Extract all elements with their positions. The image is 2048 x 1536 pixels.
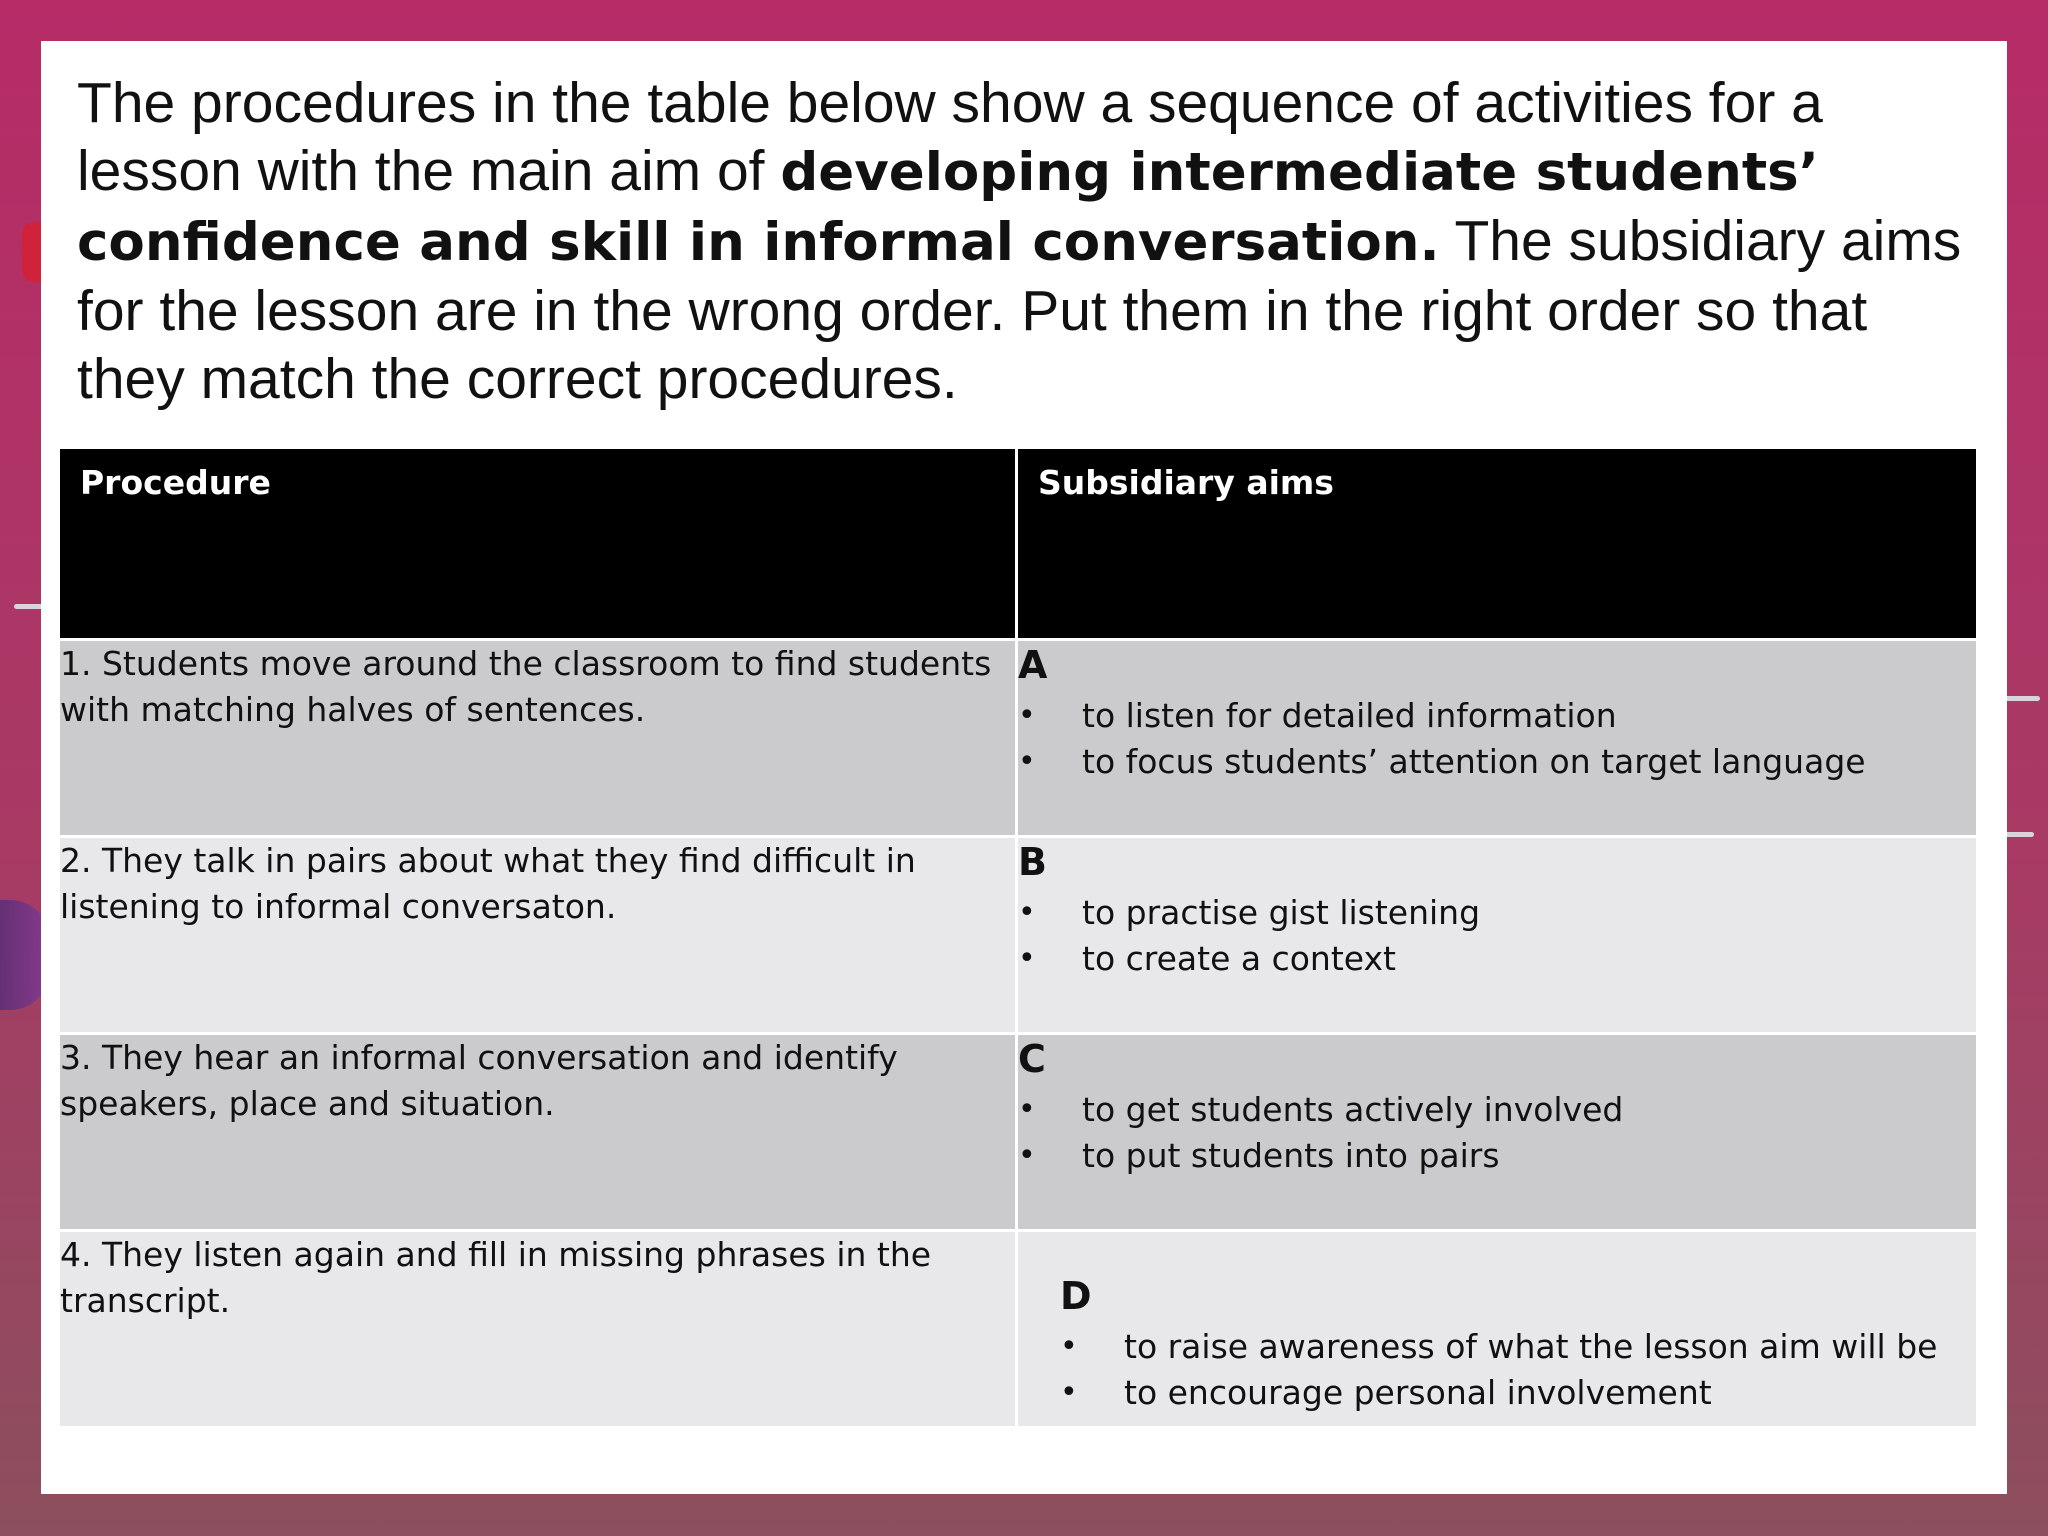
aim-item: • to raise awareness of what the lesson aim will be [1060, 1324, 1976, 1370]
procedure-cell: 2. They talk in pairs about what they find difficult in listening to informal conversaton. [59, 837, 1017, 1034]
aim-letter: B [1018, 840, 1047, 884]
aim-item: • to create a context [1018, 936, 1976, 982]
aim-item: • to encourage personal involvement [1060, 1370, 1976, 1416]
aim-list [1018, 693, 1976, 785]
aims-cell [1017, 1231, 1978, 1428]
aim-list [1018, 1087, 1976, 1179]
main-aim-text: developing intermediate students’ confidence and skill in informal conversation. [77, 142, 1819, 273]
aim-letter: D [1060, 1274, 1092, 1318]
aim-list [1018, 890, 1976, 982]
table-row [59, 1231, 1978, 1428]
procedure-cell: 3. They hear an informal conversation and identify speakers, place and situation. [59, 1034, 1017, 1231]
background-streak [14, 604, 44, 609]
aim-letter: C [1018, 1037, 1046, 1081]
aims-column-header: Subsidiary aims [1017, 448, 1978, 640]
procedures-table [57, 446, 1979, 1429]
procedure-column-header: Procedure [59, 448, 1017, 640]
aim-item: • to focus students’ attention on target language [1018, 739, 1976, 785]
table-header-row [59, 448, 1978, 640]
instructions-text: The procedures in the table below show a sequence of activities for a lesson with the main aim of [77, 71, 1823, 203]
aims-cell [1017, 1034, 1978, 1231]
aims-cell [1017, 640, 1978, 837]
table-row [59, 837, 1978, 1034]
procedure-cell: 4. They listen again and fill in missing phrases in the transcript. [59, 1231, 1017, 1428]
aim-item: • to put students into pairs [1018, 1133, 1976, 1179]
table-row [59, 640, 1978, 837]
aim-item: • to practise gist listening [1018, 890, 1976, 936]
aim-letter: A [1018, 643, 1048, 687]
aim-list [1060, 1324, 1976, 1416]
aim-item: • to get students actively involved [1018, 1087, 1976, 1133]
slide-panel [41, 41, 2007, 1494]
aims-cell [1017, 837, 1978, 1034]
instructions-text-end: The subsidiary aims for the lesson are in the wrong order. Put them in the right order so that they match the correct procedures. [77, 209, 1962, 411]
procedure-cell: 1. Students move around the classroom to find students with matching halves of sentences. [59, 640, 1017, 837]
table-row [59, 1034, 1978, 1231]
aim-item: • to listen for detailed information [1018, 693, 1976, 739]
instructions-paragraph [77, 69, 1977, 413]
